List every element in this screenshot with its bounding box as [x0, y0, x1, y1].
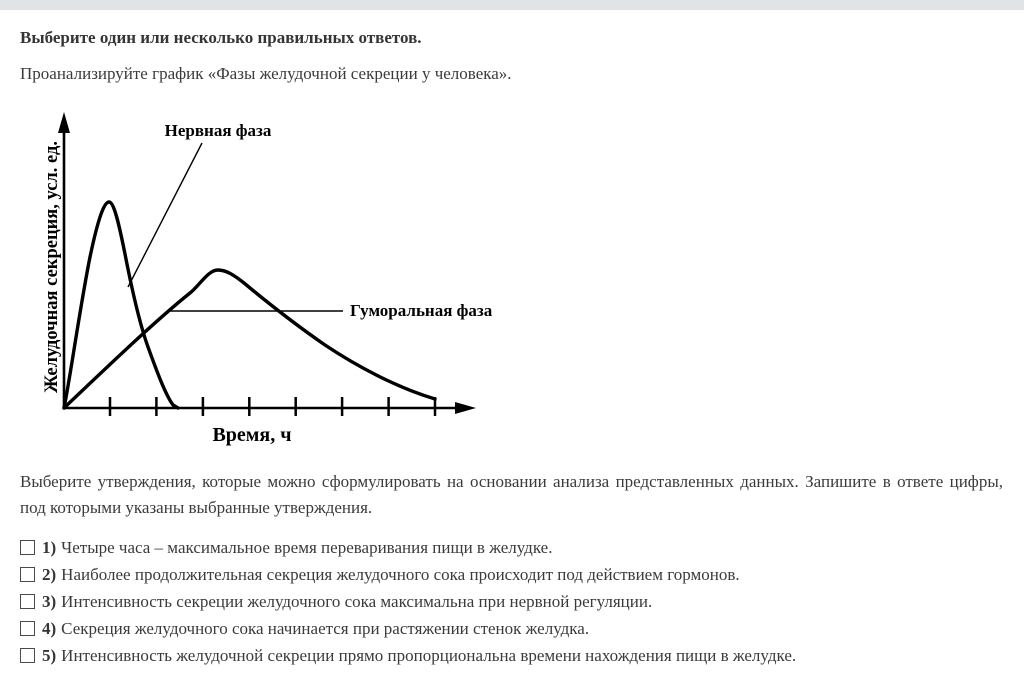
- y-axis-arrow-icon: [58, 112, 70, 133]
- nervous-phase-callout-line: [128, 143, 202, 287]
- option-checkbox-4[interactable]: [20, 621, 35, 636]
- option-number: 2): [42, 564, 57, 584]
- option-checkbox-5[interactable]: [20, 648, 35, 663]
- y-axis-label: Желудочная секреция, усл. ед.: [42, 141, 62, 393]
- options-list: [20, 534, 1003, 669]
- option-label: [42, 592, 652, 612]
- question-prompt: Выберите один или несколько правильных ответов.: [20, 28, 422, 47]
- option-text: Интенсивность желудочной секреции прямо пропорциональна времени нахождения пищи в желудке.: [61, 645, 797, 665]
- question-panel: [0, 10, 1024, 669]
- option-number: 5): [42, 645, 57, 665]
- option-number: 3): [42, 591, 57, 611]
- chart-canvas: [20, 107, 520, 447]
- humoral-phase-curve: [64, 270, 435, 408]
- option-row-1: [20, 534, 1003, 561]
- option-number: 4): [42, 618, 57, 638]
- option-row-3: [20, 588, 1003, 615]
- option-checkbox-2[interactable]: [20, 567, 35, 582]
- nervous-phase-curve: [64, 202, 178, 408]
- secretion-phases-chart: [20, 107, 1003, 447]
- option-label: [42, 646, 796, 666]
- option-text: Наиболее продолжительная секреция желудочного сока происходит под действием гормонов.: [61, 564, 740, 584]
- humoral-phase-label: Гуморальная фаза: [350, 301, 493, 320]
- option-label: [42, 538, 552, 558]
- option-label: [42, 565, 740, 585]
- option-number: 1): [42, 537, 57, 557]
- option-label: [42, 619, 589, 639]
- option-text: Интенсивность секреции желудочного сока максимальна при нервной регуляции.: [61, 591, 653, 611]
- x-axis-label: Время, ч: [212, 424, 292, 446]
- option-row-4: [20, 615, 1003, 642]
- option-checkbox-1[interactable]: [20, 540, 35, 555]
- top-strip: [0, 0, 1024, 10]
- nervous-phase-label: Нервная фаза: [164, 121, 272, 140]
- option-text: Четыре часа – максимальное время переваривания пищи в желудке.: [61, 537, 553, 557]
- option-row-5: [20, 642, 1003, 669]
- x-axis-arrow-icon: [455, 402, 476, 414]
- option-checkbox-3[interactable]: [20, 594, 35, 609]
- question-intro: Проанализируйте график «Фазы желудочной секреции у человека».: [20, 64, 512, 83]
- option-row-2: [20, 561, 1003, 588]
- option-text: Секреция желудочного сока начинается при растяжении стенок желудка.: [61, 618, 590, 638]
- question-instruction: Выберите утверждения, которые можно сформулировать на основании анализа представленных данных. Запишите в ответе цифры, под которыми указаны выбранные утверждения.: [20, 472, 1003, 517]
